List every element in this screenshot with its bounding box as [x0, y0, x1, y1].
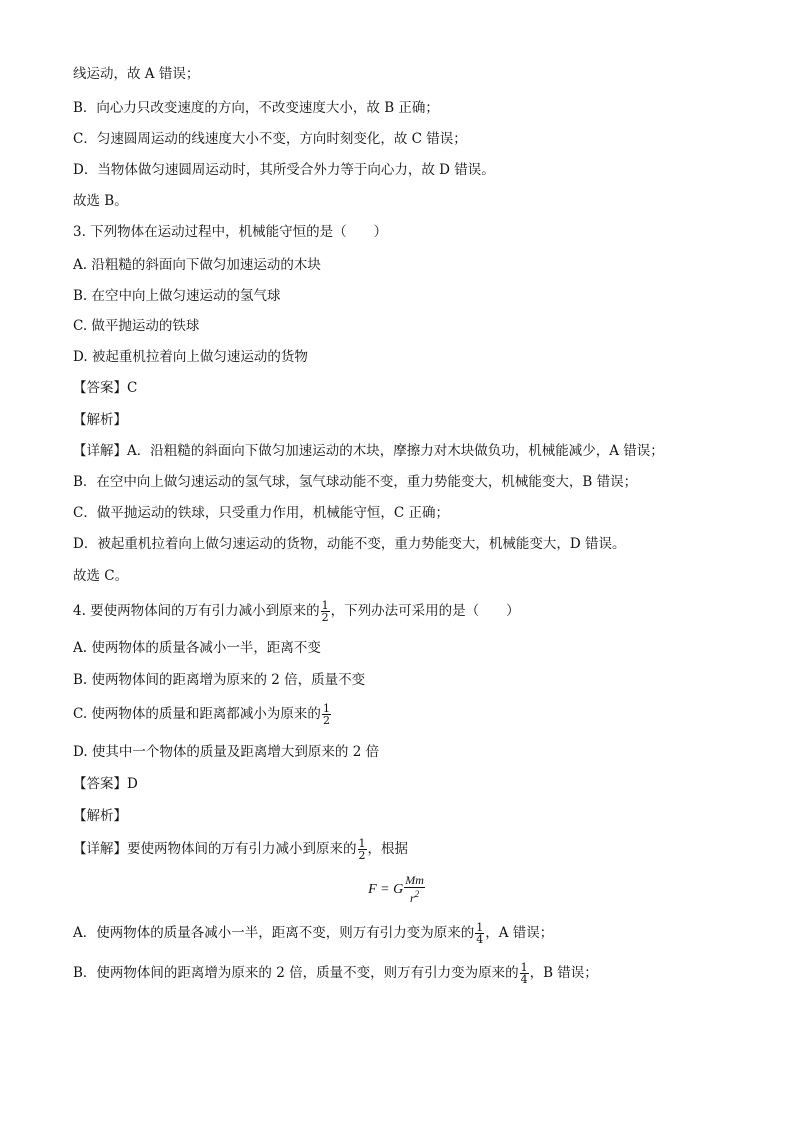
text-line: C．匀速圆周运动的线速度大小不变，方向时刻变化，故 C 错误；: [73, 131, 467, 147]
question-4: [73, 600, 733, 623]
formula-lhs: F = G: [368, 881, 404, 897]
formula-fraction: $\frac{Mm}{r^2}$: [405, 873, 424, 905]
q4-detail-post: ，根据: [367, 841, 408, 857]
q4-detail-intro: [73, 838, 733, 861]
fraction-quarter: $\frac{1}{4}$: [520, 961, 528, 986]
q3-analysis-heading: 【解析】: [73, 412, 127, 428]
q4-detail-a-post: ，A 错误；: [485, 925, 554, 941]
q4-text-pre: 4. 要使两物体间的万有引力减小到原来的: [73, 603, 320, 619]
q4-answer: 【答案】D: [73, 776, 138, 792]
q4-option-b: B. 使两物体间的距离增为原来的 2 倍，质量不变: [73, 672, 366, 688]
fraction-quarter: $\frac{1}{4}$: [476, 921, 484, 946]
q4-option-d: D. 使其中一个物体的质量及距离增大到原来的 2 倍: [73, 744, 380, 760]
text-line: 线运动，故 A 错误；: [73, 66, 200, 82]
gravitation-formula: [0, 874, 794, 905]
question-3: 3. 下列物体在运动过程中，机械能守恒的是（ ）: [73, 224, 388, 240]
q4-text-post: ，下列办法可采用的是（ ）: [330, 603, 520, 619]
q3-option-d: D. 被起重机拉着向上做匀速运动的货物: [73, 349, 308, 365]
q4-detail-b-post: ，B 错误；: [529, 965, 598, 981]
q3-option-a: A. 沿粗糙的斜面向下做匀加速运动的木块: [73, 257, 321, 273]
q4-option-a: A. 使两物体的质量各减小一半，距离不变: [73, 640, 321, 656]
q3-detail-a: 【详解】A．沿粗糙的斜面向下做匀加速运动的木块，摩擦力对木块做负功，机械能减少，A 错误；: [73, 443, 664, 459]
fraction-half: $\frac{1}{2}$: [358, 837, 366, 862]
q4-detail-b: [73, 962, 733, 985]
text-line: D．当物体做匀速圆周运动时，其所受合外力等于向心力，故 D 错误。: [73, 162, 495, 178]
q3-answer: 【答案】C: [73, 380, 138, 396]
q3-detail-c: C．做平抛运动的铁球，只受重力作用，机械能守恒，C 正确；: [73, 505, 449, 521]
q3-detail-b: B．在空中向上做匀速运动的氢气球，氢气球动能不变，重力势能变大，机械能变大，B 错误；: [73, 474, 638, 490]
q4-detail-b-pre: B．使两物体间的距离增为原来的 2 倍，质量不变，则万有引力变为原来的: [73, 965, 519, 981]
q4-detail-a-pre: A．使两物体的质量各减小一半，距离不变，则万有引力变为原来的: [73, 925, 475, 941]
q3-selection: 故选 C。: [73, 568, 129, 584]
q4-detail-a: [73, 922, 733, 945]
text-line: 故选 B。: [73, 193, 128, 209]
q3-option-c: C. 做平抛运动的铁球: [73, 318, 200, 334]
q3-option-b: B. 在空中向上做匀速运动的氢气球: [73, 288, 281, 304]
fraction-half: $\frac{1}{2}$: [322, 702, 330, 727]
q3-detail-d: D．被起重机拉着向上做匀速运动的货物，动能不变，重力势能变大，机械能变大，D 错误。: [73, 536, 626, 552]
text-line: B．向心力只改变速度的方向，不改变速度大小，故 B 正确；: [73, 100, 439, 116]
fraction-half: $\frac{1}{2}$: [321, 599, 329, 624]
q4-option-c: [73, 703, 733, 726]
q4-detail-pre: 【详解】要使两物体间的万有引力减小到原来的: [73, 841, 357, 857]
q4-analysis-heading: 【解析】: [73, 808, 127, 824]
q4c-text: C. 使两物体的质量和距离都减小为原来的: [73, 706, 321, 722]
